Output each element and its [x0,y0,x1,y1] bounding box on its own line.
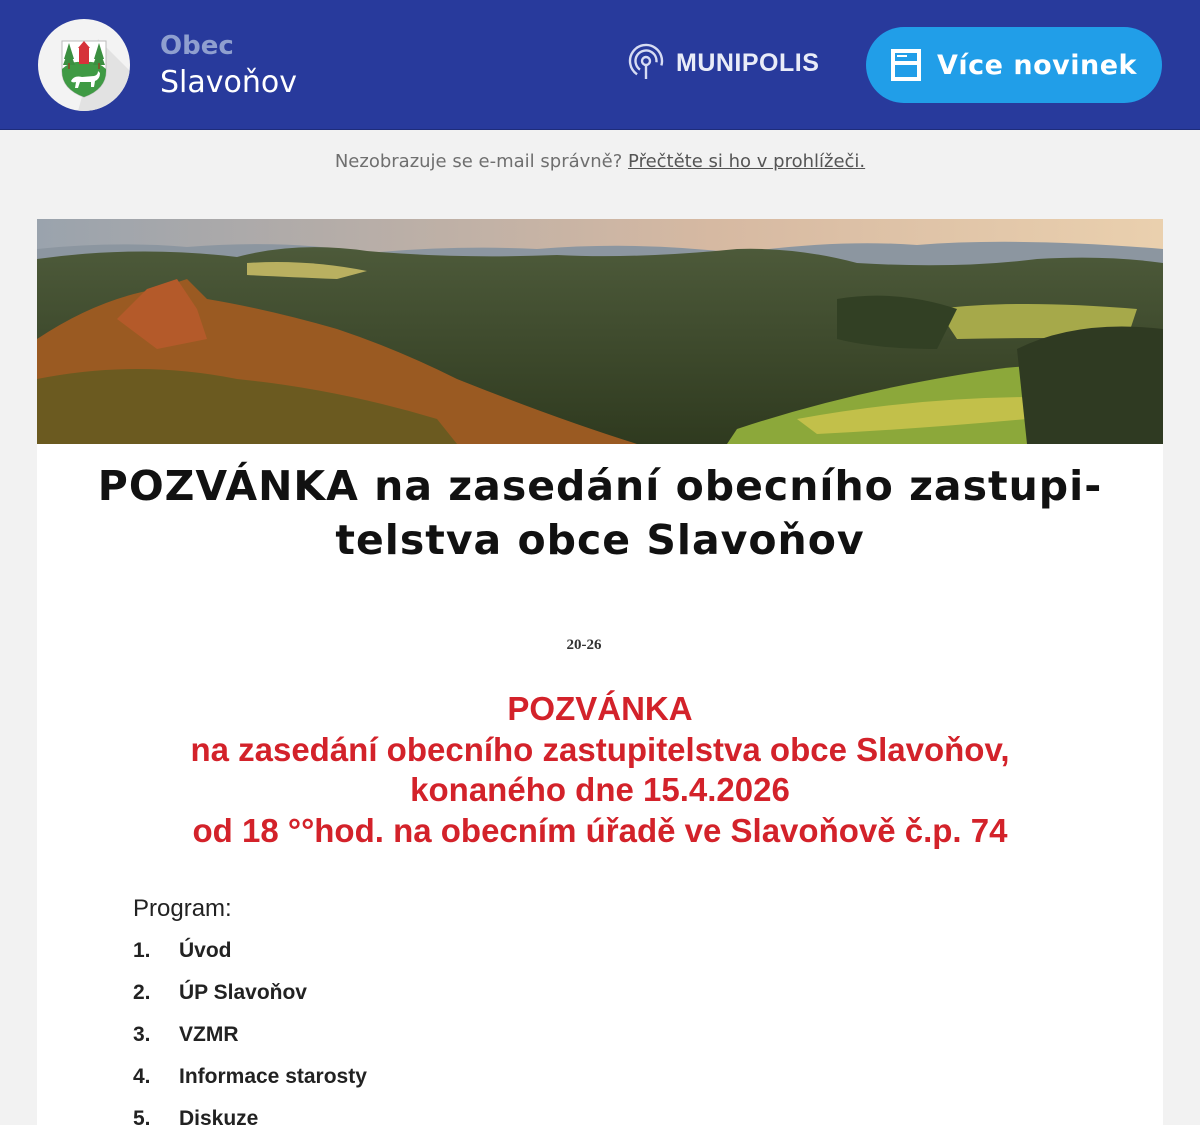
program-item [133,1014,367,1056]
program-item [133,1098,367,1125]
coat-of-arms-icon [38,19,130,111]
document-reference: 20-26 [566,637,602,653]
program-item [133,930,367,972]
program-list [133,894,367,1125]
landscape-image [37,219,1163,444]
article-card [37,219,1163,1125]
article-title-line: POZVÁNKA na zasedání obecního zastupi- [97,462,1103,510]
program-item-label: Diskuze [179,1107,259,1125]
program-item [133,972,367,1014]
preheader-text: Nezobrazuje se e-mail správně? [334,151,629,172]
town-name: Slavoňov [160,65,297,100]
invitation-block [97,689,1103,851]
email-header [0,0,1200,130]
program-item-number: 1. [133,939,151,962]
town-kicker: Obec [160,31,234,61]
invite-line: od 18 °°hod. na obecním úřadě ve Slavoňově č.p. 74 [192,811,1008,849]
program-item-label: Informace starosty [179,1065,367,1088]
program-item [133,1056,367,1098]
broadcast-signal-icon [626,43,666,83]
munipolis-label: MUNIPOLIS [676,48,820,77]
program-item-label: VZMR [179,1023,239,1046]
program-item-label: ÚP Slavoňov [179,981,307,1004]
invite-line: konaného dne 15.4.2026 [410,771,790,808]
munipolis-brand[interactable] [626,43,819,83]
program-item-label: Úvod [179,939,232,962]
program-item-number: 5. [133,1107,151,1125]
municipality-name [160,30,297,102]
municipality-logo[interactable] [38,19,130,111]
preheader [0,151,1200,172]
program-item-number: 3. [133,1023,151,1046]
program-heading: Program: [133,895,232,922]
program-item-number: 4. [133,1065,151,1088]
more-news-label: Více novinek [937,49,1137,81]
article-title-line: telstva obce Slavoňov [335,516,865,564]
more-news-button[interactable] [866,27,1162,103]
view-in-browser-link[interactable]: Přečtěte si ho v prohlížeči. [628,151,866,172]
article-title [77,459,1123,567]
invite-line: na zasedání obecního zastupitelstva obce Slavoňov, [190,730,1010,768]
newspaper-icon [891,49,921,81]
invite-line: POZVÁNKA [507,690,693,727]
hero-image [37,219,1163,444]
program-item-number: 2. [133,981,151,1004]
